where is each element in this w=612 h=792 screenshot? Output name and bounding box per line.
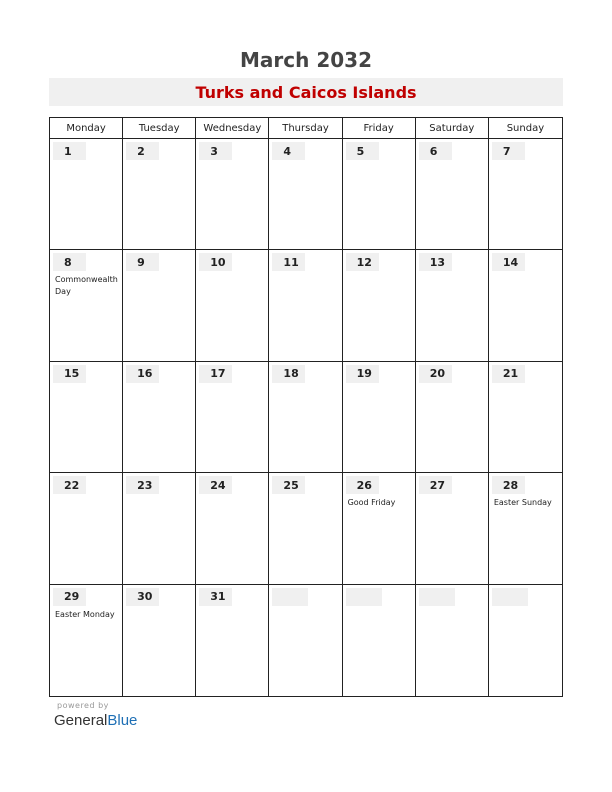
day-cell <box>196 362 269 473</box>
calendar-grid <box>49 117 563 697</box>
day-cell <box>196 473 269 584</box>
day-number: 4 <box>272 142 305 160</box>
day-cell <box>50 139 123 250</box>
day-cell <box>123 585 196 696</box>
day-cell <box>123 139 196 250</box>
country-banner: Turks and Caicos Islands <box>49 78 563 106</box>
day-cell <box>50 250 123 361</box>
day-cell <box>416 139 489 250</box>
holiday-label: Easter Monday <box>55 609 115 619</box>
day-cell <box>416 250 489 361</box>
day-cell <box>123 250 196 361</box>
day-number: 19 <box>346 365 379 383</box>
day-number: 10 <box>199 253 232 271</box>
brand-general: General <box>54 712 108 729</box>
weekday-header: Friday <box>343 118 416 139</box>
weekday-header: Thursday <box>269 118 342 139</box>
day-cell <box>343 250 416 361</box>
day-cell <box>269 473 342 584</box>
day-number: 27 <box>419 476 452 494</box>
day-number: 13 <box>419 253 452 271</box>
day-cell <box>489 139 562 250</box>
day-number: 14 <box>492 253 525 271</box>
day-number: 20 <box>419 365 452 383</box>
day-number: 2 <box>126 142 159 160</box>
day-number: 23 <box>126 476 159 494</box>
day-number: 21 <box>492 365 525 383</box>
day-cell <box>196 250 269 361</box>
day-cell <box>50 362 123 473</box>
day-number: 25 <box>272 476 305 494</box>
day-cell <box>489 585 562 696</box>
day-number: 30 <box>126 588 159 606</box>
day-number: 1 <box>53 142 86 160</box>
day-number <box>492 588 528 606</box>
day-number: 28 <box>492 476 525 494</box>
day-cell <box>50 473 123 584</box>
day-number: 3 <box>199 142 232 160</box>
day-cell <box>343 362 416 473</box>
weekday-header: Sunday <box>489 118 562 139</box>
weekday-header: Monday <box>50 118 123 139</box>
day-cell <box>123 362 196 473</box>
day-number: 6 <box>419 142 452 160</box>
day-cell <box>489 362 562 473</box>
generalblue-logo[interactable] <box>54 712 137 729</box>
holiday-label: Good Friday <box>347 498 396 508</box>
day-cell <box>269 362 342 473</box>
brand-blue: Blue <box>107 712 138 729</box>
day-cell <box>343 585 416 696</box>
day-cell <box>489 473 562 584</box>
day-number: 15 <box>53 365 86 383</box>
day-cell <box>489 250 562 361</box>
day-number: 29 <box>53 588 86 606</box>
weekday-header: Saturday <box>416 118 489 139</box>
day-cell <box>196 585 269 696</box>
day-number <box>272 588 308 606</box>
day-number: 24 <box>199 476 232 494</box>
day-cell <box>416 585 489 696</box>
day-cell <box>343 473 416 584</box>
day-number: 8 <box>53 253 86 271</box>
holiday-label: Commonwealth Day <box>55 275 118 297</box>
day-number: 18 <box>272 365 305 383</box>
day-number: 16 <box>126 365 159 383</box>
day-number: 9 <box>126 253 159 271</box>
calendar-title: March 2032 <box>240 48 372 72</box>
day-number: 26 <box>346 476 379 494</box>
day-cell <box>416 362 489 473</box>
powered-by-label: powered by <box>57 701 109 710</box>
day-number: 22 <box>53 476 86 494</box>
day-cell <box>269 139 342 250</box>
day-number <box>346 588 382 606</box>
day-number: 11 <box>272 253 305 271</box>
day-cell <box>416 473 489 584</box>
day-number: 7 <box>492 142 525 160</box>
day-cell <box>196 139 269 250</box>
day-cell <box>123 473 196 584</box>
weekday-header: Tuesday <box>123 118 196 139</box>
holiday-label: Easter Sunday <box>493 498 552 508</box>
day-number: 17 <box>199 365 232 383</box>
day-cell <box>269 250 342 361</box>
day-cell <box>50 585 123 696</box>
day-number <box>419 588 455 606</box>
day-number: 12 <box>346 253 379 271</box>
day-cell <box>269 585 342 696</box>
day-cell <box>343 139 416 250</box>
day-number: 31 <box>199 588 232 606</box>
day-number: 5 <box>346 142 379 160</box>
weekday-header: Wednesday <box>196 118 269 139</box>
